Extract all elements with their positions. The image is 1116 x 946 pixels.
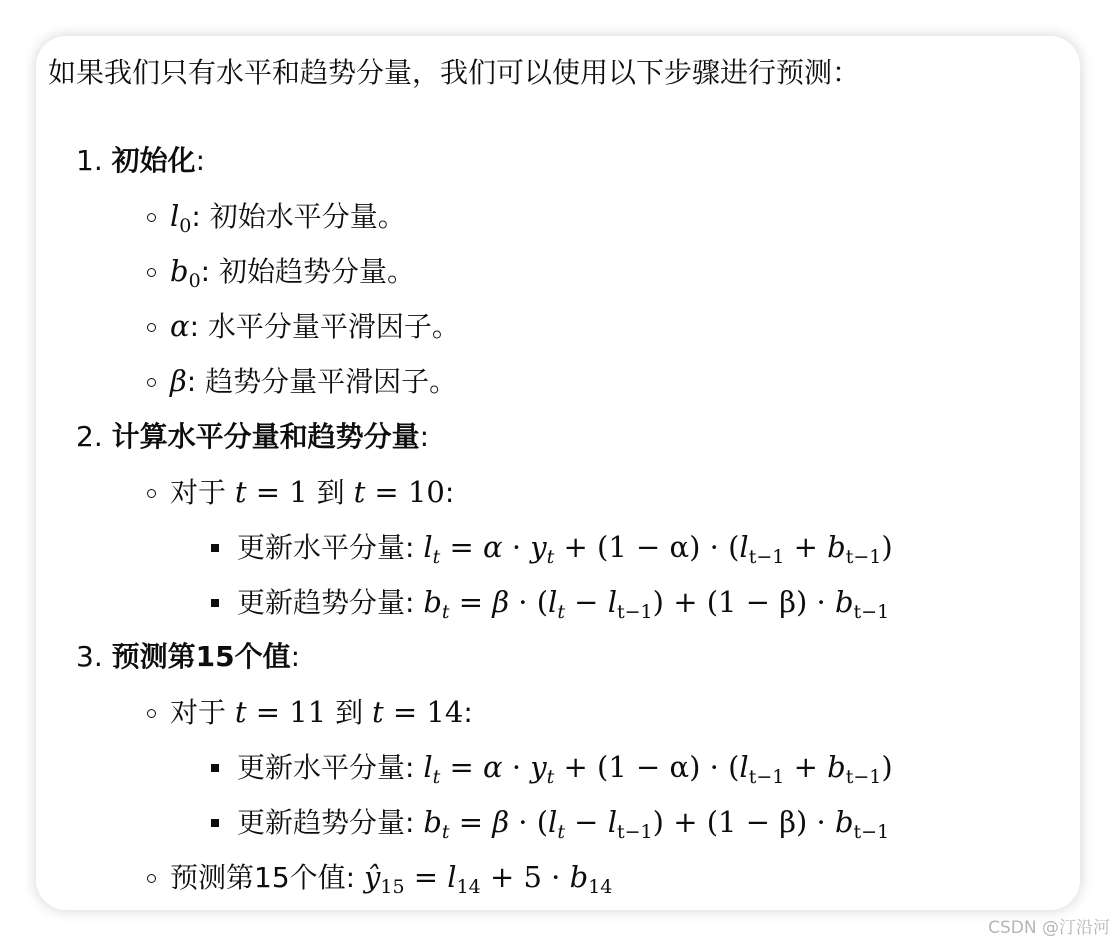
circle-bullet-icon [147, 874, 156, 883]
circle-bullet-icon [147, 323, 156, 332]
list-item [147, 309, 460, 344]
step-colon: : [290, 640, 301, 673]
item-text: : 初始水平分量。 [191, 200, 406, 233]
update-level-line [211, 750, 893, 788]
forecast-equation: $ŷ_{15} = l_{14} + 5 \cdot b_{14}$ [363, 860, 613, 898]
circle-bullet-icon [147, 268, 156, 277]
level-equation: $l_t = \alpha \cdot y_t + (1 - \alpha) \cdot (l_{t-1} + b_{t-1})$ [423, 750, 893, 788]
loop-from: t = 11 [234, 695, 327, 729]
update-label: 更新趋势分量: [237, 806, 424, 839]
loop-to: t = 10 [353, 475, 445, 509]
circle-bullet-icon [147, 378, 156, 387]
step-3-heading-line [76, 640, 300, 674]
update-trend-line [211, 585, 890, 623]
update-trend-line [211, 805, 890, 843]
watermark: CSDN @汀沿河 [988, 918, 1110, 938]
update-label: 更新水平分量: [237, 751, 424, 784]
loop-to: t = 14 [372, 695, 464, 729]
list-item [147, 199, 406, 237]
math-symbol: α [170, 309, 190, 343]
list-item [147, 364, 457, 399]
step-1-heading-line [76, 144, 205, 178]
loop-mid: 到 [326, 696, 373, 729]
step-colon: : [419, 420, 430, 453]
square-bullet-icon [211, 764, 219, 772]
list-item [147, 254, 416, 292]
loop-from: t = 1 [234, 475, 308, 509]
forecast-line [147, 860, 613, 898]
loop-pre: 对于 [170, 476, 235, 509]
loop-post: : [444, 476, 455, 509]
item-text: : 趋势分量平滑因子。 [186, 365, 458, 398]
step-number: 2. [76, 420, 103, 453]
update-label: 更新趋势分量: [237, 586, 424, 619]
loop-pre: 对于 [170, 696, 235, 729]
circle-bullet-icon [147, 489, 156, 498]
item-text: : 水平分量平滑因子。 [189, 310, 460, 343]
square-bullet-icon [211, 544, 219, 552]
square-bullet-icon [211, 819, 219, 827]
update-label: 更新水平分量: [237, 531, 424, 564]
loop-line [147, 475, 454, 510]
content-card [36, 36, 1080, 910]
step-heading: 初始化 [111, 144, 196, 177]
math-symbol: β [170, 364, 187, 398]
step-number: 3. [76, 640, 103, 673]
loop-mid: 到 [307, 476, 354, 509]
circle-bullet-icon [147, 709, 156, 718]
math-symbol: $b_0$ [170, 254, 201, 292]
step-colon: : [195, 144, 206, 177]
update-level-line [211, 530, 893, 568]
trend-equation: $b_t = \beta \cdot (l_t - l_{t-1}) + (1 - \beta) \cdot b_{t-1}$ [423, 585, 890, 623]
circle-bullet-icon [147, 213, 156, 222]
square-bullet-icon [211, 599, 219, 607]
step-number: 1. [76, 144, 103, 177]
forecast-label: 预测第15个值: [170, 861, 364, 894]
step-2-heading-line [76, 420, 429, 454]
intro-text: 如果我们只有水平和趋势分量，我们可以使用以下步骤进行预测： [48, 56, 861, 89]
loop-post: : [463, 696, 473, 729]
step-heading: 预测第15个值 [111, 640, 291, 673]
level-equation: $l_t = \alpha \cdot y_t + (1 - \alpha) \cdot (l_{t-1} + b_{t-1})$ [423, 530, 893, 568]
math-symbol: $l_0$ [170, 199, 192, 237]
trend-equation: $b_t = \beta \cdot (l_t - l_{t-1}) + (1 - \beta) \cdot b_{t-1}$ [423, 805, 890, 843]
step-heading: 计算水平分量和趋势分量 [111, 420, 420, 453]
item-text: : 初始趋势分量。 [200, 255, 416, 288]
loop-line [147, 695, 473, 730]
